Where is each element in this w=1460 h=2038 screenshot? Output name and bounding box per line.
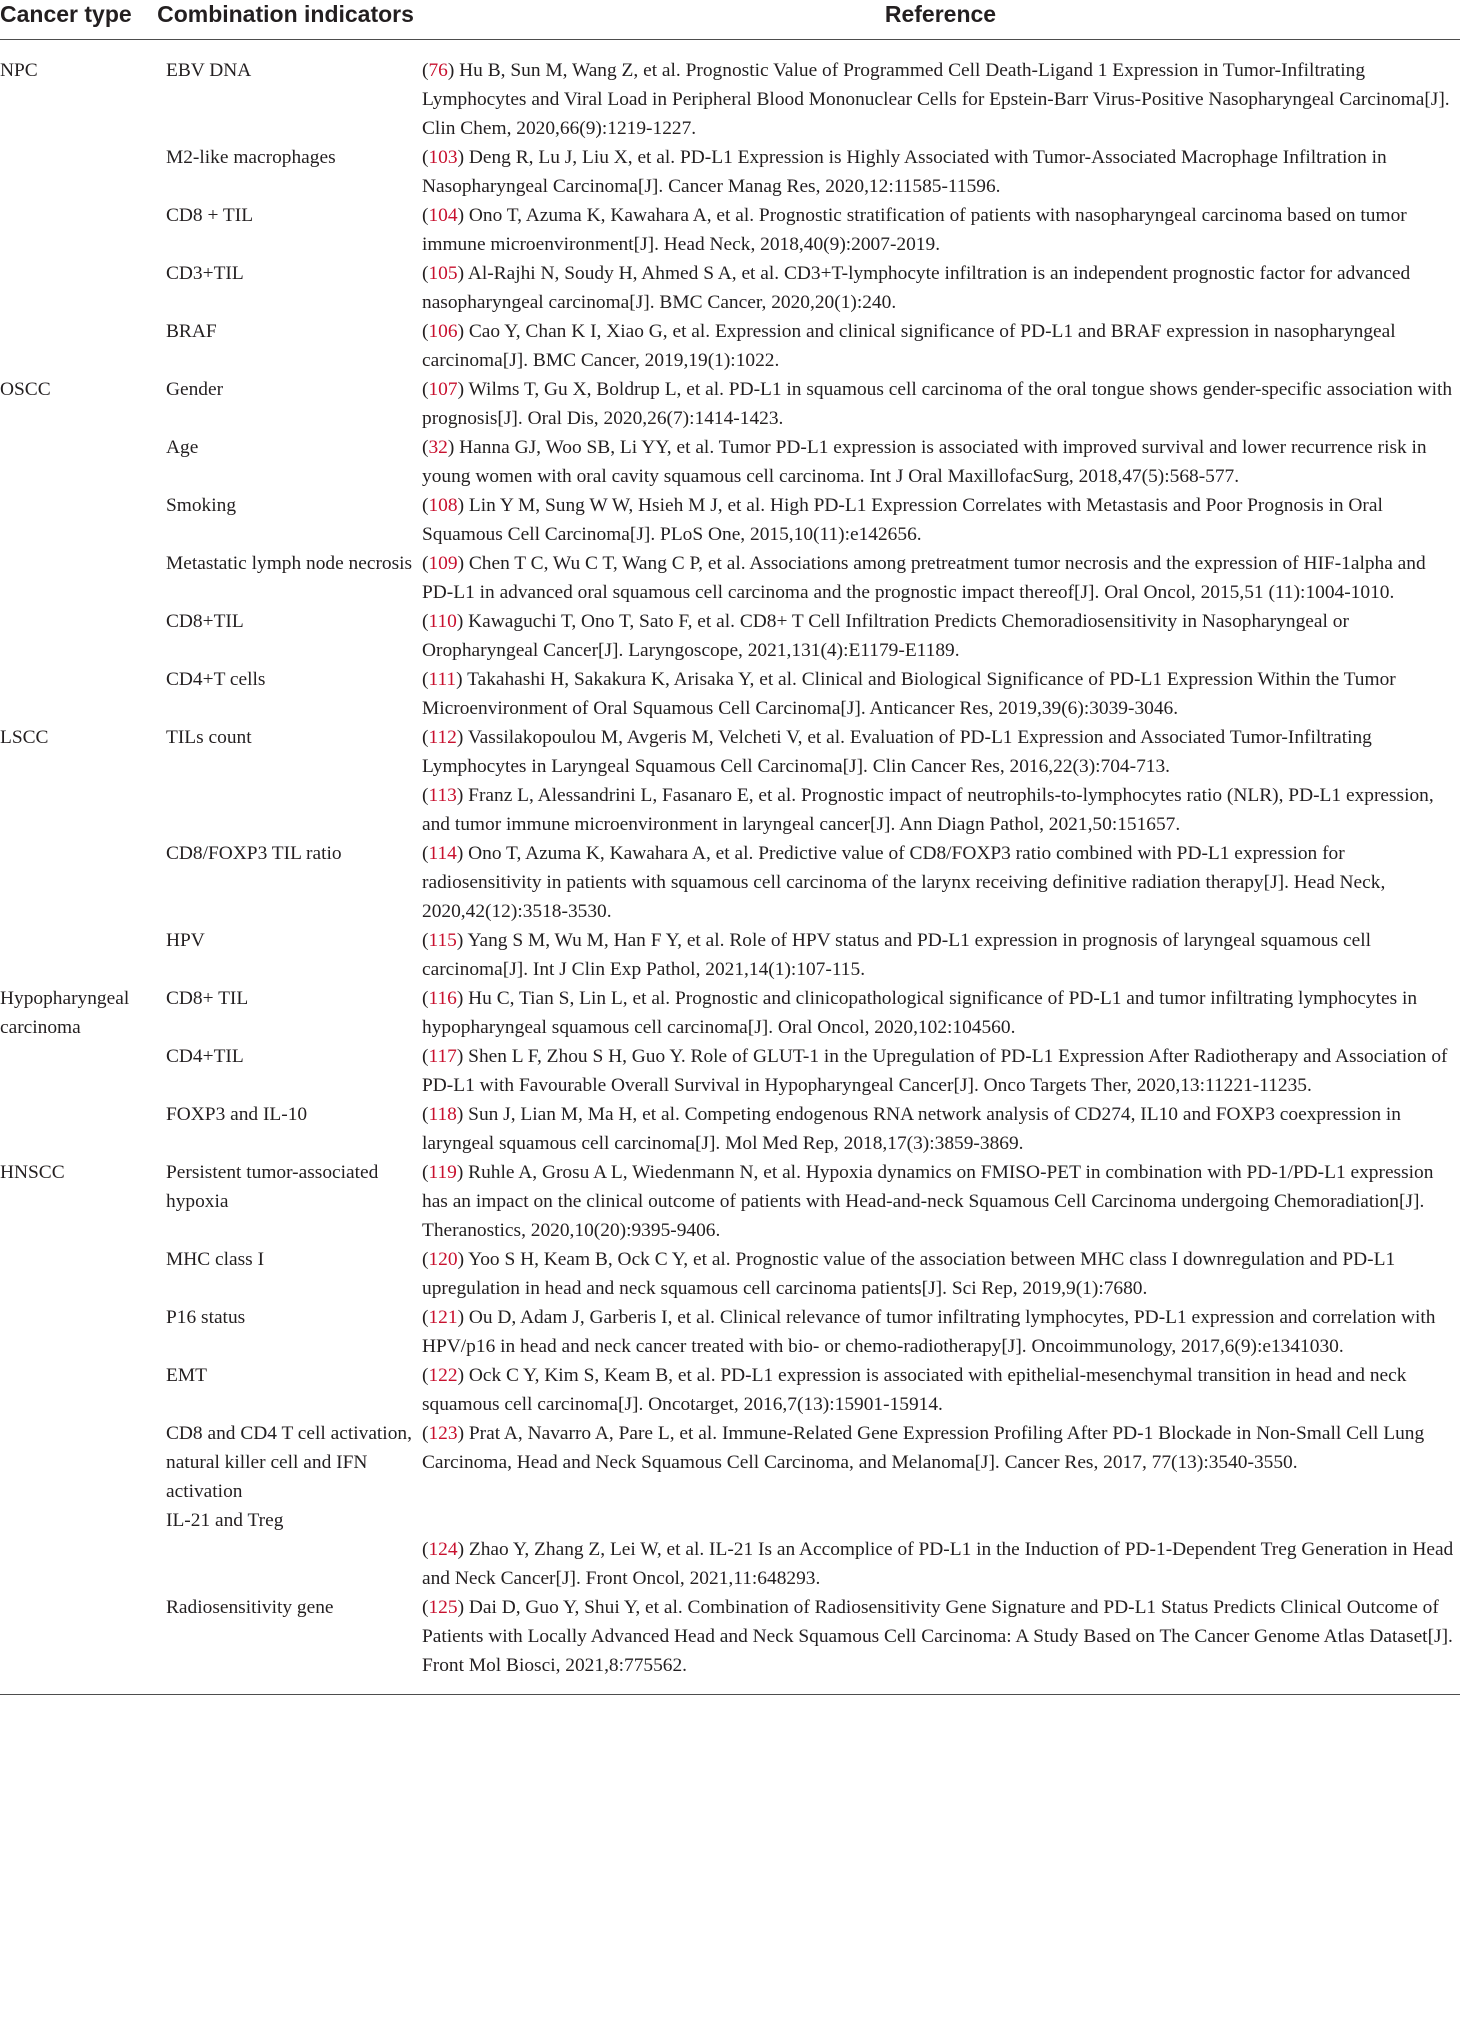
reference-number-link[interactable]: 118 <box>428 1104 457 1125</box>
table-row <box>0 549 1460 607</box>
reference-cell <box>421 1593 1460 1695</box>
reference-text: Franz L, Alessandrini L, Fasanaro E, et al. Prognostic impact of neutrophils-to-lymphocytes ratio (NLR), PD-L1 expression, and tumor immune microenvironment in laryngeal cancer[J]. Ann Diagn Pathol, 2021,50:151657. <box>422 785 1434 835</box>
reference-number-link[interactable]: 107 <box>428 379 458 400</box>
cancer-type-cell <box>0 926 150 984</box>
indicator-cell: CD3+TIL <box>166 263 244 284</box>
indicator-cell: TILs count <box>166 727 252 748</box>
reference-text: Yoo S H, Keam B, Ock C Y, et al. Prognostic value of the association between MHC class I downregulation and PD-L1 upregulation in head and neck squamous cell carcinoma patients[J]. Sci Rep, 2019,9(1):7680. <box>422 1249 1396 1299</box>
reference-entry: (124) Zhao Y, Zhang Z, Lei W, et al. IL-21 Is an Accomplice of PD-L1 in the Induction of PD-1-Dependent Treg Generation in Head and Neck Cancer[J]. Front Oncol, 2021,11:648293. <box>422 1539 1454 1589</box>
indicator-cell: IL-21 and Treg <box>166 1510 284 1531</box>
indicator-cell: CD4+T cells <box>166 669 266 690</box>
table-row <box>0 723 1460 839</box>
reference-entry: (121) Ou D, Adam J, Garberis I, et al. Clinical relevance of tumor infiltrating lymphocytes, PD-L1 expression and correlation with HPV/p16 in head and neck cancer treated with bio- or chemo-radiotherapy[J]. Oncoimmunology, 2017,6(9):e1341030. <box>422 1307 1436 1357</box>
reference-text: Chen T C, Wu C T, Wang C P, et al. Associations among pretreatment tumor necrosis and the expression of HIF-1alpha and PD-L1 in advanced oral squamous cell carcinoma and the prognostic impact thereof[J]. Oral Oncol, 2015,51 (11):1004-1010. <box>422 553 1426 603</box>
reference-entry: (125) Dai D, Guo Y, Shui Y, et al. Combination of Radiosensitivity Gene Signature and PD-L1 Status Predicts Clinical Outcome of Patients with Locally Advanced Head and Neck Squamous Cell Carcinoma: A Study Based on The Cancer Genome Atlas Dataset[J]. Front Mol Biosci, 2021,8:775562. <box>422 1597 1453 1676</box>
reference-cell <box>421 375 1460 433</box>
reference-text: Yang S M, Wu M, Han F Y, et al. Role of HPV status and PD-L1 expression in prognosis of laryngeal squamous cell carcinoma[J]. Int J Clin Exp Pathol, 2021,14(1):107-115. <box>422 930 1371 980</box>
cancer-type-cell <box>0 1419 150 1506</box>
table-body <box>0 40 1460 1695</box>
reference-text: Hu C, Tian S, Lin L, et al. Prognostic and clinicopathological significance of PD-L1 and tumor infiltrating lymphocytes in hypopharyngeal squamous cell carcinoma[J]. Oral Oncol, 2020,102:104560. <box>422 988 1418 1038</box>
cancer-type-cell <box>0 665 150 723</box>
indicator-cell: CD8+ TIL <box>166 988 249 1009</box>
cancer-type-cell <box>0 201 150 259</box>
reference-entry: (104) Ono T, Azuma K, Kawahara A, et al. Prognostic stratification of patients with nasopharyngeal carcinoma based on tumor immune microenvironment[J]. Head Neck, 2018,40(9):2007-2019. <box>422 205 1407 255</box>
reference-text: Takahashi H, Sakakura K, Arisaka Y, et al. Clinical and Biological Significance of PD-L1 Expression Within the Tumor Microenvironment of Oral Squamous Cell Carcinoma[J]. Anticancer Res, 2019,39(6):3039-3046. <box>422 669 1396 719</box>
table-row <box>0 317 1460 375</box>
reference-entry: (113) Franz L, Alessandrini L, Fasanaro E, et al. Prognostic impact of neutrophils-to-lymphocytes ratio (NLR), PD-L1 expression, and tumor immune microenvironment in laryngeal cancer[J]. Ann Diagn Pathol, 2021,50:151657. <box>422 785 1434 835</box>
reference-cell <box>421 40 1460 144</box>
reference-text: Hanna GJ, Woo SB, Li YY, et al. Tumor PD-L1 expression is associated with improved survival and lower recurrence risk in young women with oral cavity squamous cell carcinoma. Int J Oral MaxillofacSurg, 2018,47(5):568-577. <box>422 437 1427 487</box>
cancer-type-cell <box>0 549 150 607</box>
reference-text: Ono T, Azuma K, Kawahara A, et al. Prognostic stratification of patients with nasopharyngeal carcinoma based on tumor immune microenvironment[J]. Head Neck, 2018,40(9):2007-2019. <box>422 205 1407 255</box>
reference-number-link[interactable]: 111 <box>428 669 457 690</box>
reference-entry: (120) Yoo S H, Keam B, Ock C Y, et al. Prognostic value of the association between MHC class I downregulation and PD-L1 upregulation in head and neck squamous cell carcinoma patients[J]. Sci Rep, 2019,9(1):7680. <box>422 1249 1396 1299</box>
indicator-cell: MHC class I <box>166 1249 265 1270</box>
cancer-type-cell <box>0 839 150 926</box>
reference-cell <box>421 607 1460 665</box>
indicator-cell: Smoking <box>166 495 237 516</box>
cancer-type-cell <box>0 1506 150 1593</box>
cancer-type-cell: OSCC <box>0 379 51 400</box>
table-row <box>0 1303 1460 1361</box>
header-cancer-type: Cancer type <box>0 0 150 40</box>
table-row <box>0 665 1460 723</box>
indicator-cell: FOXP3 and IL-10 <box>166 1104 308 1125</box>
table-row <box>0 1100 1460 1158</box>
reference-number-link[interactable]: 122 <box>428 1365 458 1386</box>
cancer-type-cell <box>0 1245 150 1303</box>
indicator-cell: M2-like macrophages <box>166 147 336 168</box>
cancer-type-cell: HNSCC <box>0 1162 65 1183</box>
reference-text: Cao Y, Chan K I, Xiao G, et al. Expression and clinical significance of PD-L1 and BRAF expression in nasopharyngeal carcinoma[J]. BMC Cancer, 2019,19(1):1022. <box>422 321 1396 371</box>
reference-entry: (110) Kawaguchi T, Ono T, Sato F, et al. CD8+ T Cell Infiltration Predicts Chemoradiosensitivity in Nasopharyngeal or Oropharyngeal Cancer[J]. Laryngoscope, 2021,131(4):E1179-E1189. <box>422 611 1349 661</box>
reference-entry: (105) Al-Rajhi N, Soudy H, Ahmed S A, et al. CD3+T-lymphocyte infiltration is an independent prognostic factor for advanced nasopharyngeal carcinoma[J]. BMC Cancer, 2020,20(1):240. <box>422 263 1411 313</box>
table-header <box>0 0 1460 40</box>
table-row <box>0 1158 1460 1245</box>
reference-entry: (103) Deng R, Lu J, Liu X, et al. PD-L1 Expression is Highly Associated with Tumor-Associated Macrophage Infiltration in Nasopharyngeal Carcinoma[J]. Cancer Manag Res, 2020,12:11585-11596. <box>422 147 1387 197</box>
reference-text: Deng R, Lu J, Liu X, et al. PD-L1 Expression is Highly Associated with Tumor-Associated Macrophage Infiltration in Nasopharyngeal Carcinoma[J]. Cancer Manag Res, 2020,12:11585-11596. <box>422 147 1387 197</box>
reference-entry: (32) Hanna GJ, Woo SB, Li YY, et al. Tumor PD-L1 expression is associated with improved survival and lower recurrence risk in young women with oral cavity squamous cell carcinoma. Int J Oral MaxillofacSurg, 2018,47(5):568-577. <box>422 437 1427 487</box>
table-row <box>0 607 1460 665</box>
cancer-type-cell <box>0 607 150 665</box>
reference-number-link[interactable]: 113 <box>428 785 457 806</box>
reference-entry: (107) Wilms T, Gu X, Boldrup L, et al. PD-L1 in squamous cell carcinoma of the oral tongue shows gender-specific association with prognosis[J]. Oral Dis, 2020,26(7):1414-1423. <box>422 379 1453 429</box>
indicator-cell: Persistent tumor-associated hypoxia <box>166 1162 379 1212</box>
reference-text: Ono T, Azuma K, Kawahara A, et al. Predictive value of CD8/FOXP3 ratio combined with PD-L1 expression for radiosensitivity in patients with squamous cell carcinoma of the larynx receiving definitive radiation therapy[J]. Head Neck, 2020,42(12):3518-3530. <box>422 843 1386 922</box>
reference-cell <box>421 984 1460 1042</box>
reference-number-link[interactable]: 120 <box>428 1249 458 1270</box>
reference-cell <box>421 1042 1460 1100</box>
reference-text: Ou D, Adam J, Garberis I, et al. Clinical relevance of tumor infiltrating lymphocytes, PD-L1 expression and correlation with HPV/p16 in head and neck cancer treated with bio- or chemo-radiotherapy[J]. Oncoimmunology, 2017,6(9):e1341030. <box>422 1307 1436 1357</box>
reference-text: Prat A, Navarro A, Pare L, et al. Immune-Related Gene Expression Profiling After PD-1 Blockade in Non-Small Cell Lung Carcinoma, Head and Neck Squamous Cell Carcinoma, and Melanoma[J]. Cancer Res, 2017, 77(13):3540-3550. <box>422 1423 1425 1473</box>
reference-entry: (122) Ock C Y, Kim S, Keam B, et al. PD-L1 expression is associated with epithelial-mesenchymal transition in head and neck squamous cell carcinoma[J]. Oncotarget, 2016,7(13):15901-15914. <box>422 1365 1407 1415</box>
table-row <box>0 839 1460 926</box>
table-row <box>0 201 1460 259</box>
indicator-cell: P16 status <box>166 1307 246 1328</box>
reference-cell <box>421 926 1460 984</box>
indicator-cell: CD8+TIL <box>166 611 244 632</box>
reference-number-link[interactable]: 109 <box>428 553 458 574</box>
reference-text: Al-Rajhi N, Soudy H, Ahmed S A, et al. CD3+T-lymphocyte infiltration is an independent prognostic factor for advanced nasopharyngeal carcinoma[J]. BMC Cancer, 2020,20(1):240. <box>422 263 1411 313</box>
reference-entry: (116) Hu C, Tian S, Lin L, et al. Prognostic and clinicopathological significance of PD-L1 and tumor infiltrating lymphocytes in hypopharyngeal squamous cell carcinoma[J]. Oral Oncol, 2020,102:104560. <box>422 988 1418 1038</box>
reference-number-link[interactable]: 106 <box>428 321 458 342</box>
cancer-type-cell <box>0 1100 150 1158</box>
reference-entry: (119) Ruhle A, Grosu A L, Wiedenmann N, et al. Hypoxia dynamics on FMISO-PET in combination with PD-1/PD-L1 expression has an impact on the clinical outcome of patients with Head-and-neck Squamous Cell Carcinoma undergoing Chemoradiation[J]. Theranostics, 2020,10(20):9395-9406. <box>422 1162 1434 1241</box>
cancer-type-cell: Hypopharyngeal carcinoma <box>0 988 130 1038</box>
reference-number-link[interactable]: 103 <box>428 147 458 168</box>
reference-cell <box>421 549 1460 607</box>
reference-text: Ock C Y, Kim S, Keam B, et al. PD-L1 expression is associated with epithelial-mesenchymal transition in head and neck squamous cell carcinoma[J]. Oncotarget, 2016,7(13):15901-15914. <box>422 1365 1407 1415</box>
indicator-cell: Age <box>166 437 199 458</box>
table-row <box>0 143 1460 201</box>
reference-entry: (123) Prat A, Navarro A, Pare L, et al. Immune-Related Gene Expression Profiling After PD-1 Blockade in Non-Small Cell Lung Carcinoma, Head and Neck Squamous Cell Carcinoma, and Melanoma[J]. Cancer Res, 2017, 77(13):3540-3550. <box>422 1423 1425 1473</box>
reference-number-link[interactable]: 114 <box>428 843 457 864</box>
reference-entry: (111) Takahashi H, Sakakura K, Arisaka Y, et al. Clinical and Biological Significance of PD-L1 Expression Within the Tumor Microenvironment of Oral Squamous Cell Carcinoma[J]. Anticancer Res, 2019,39(6):3039-3046. <box>422 669 1396 719</box>
reference-cell <box>421 1158 1460 1245</box>
reference-number-link[interactable]: 112 <box>428 727 457 748</box>
indicator-cell: BRAF <box>166 321 217 342</box>
table-row <box>0 40 1460 144</box>
table-row <box>0 926 1460 984</box>
reference-number-link[interactable]: 76 <box>428 60 448 81</box>
reference-entry: (108) Lin Y M, Sung W W, Hsieh M J, et al. High PD-L1 Expression Correlates with Metastasis and Poor Prognosis in Oral Squamous Cell Carcinoma[J]. PLoS One, 2015,10(11):e142656. <box>422 495 1383 545</box>
reference-text: Lin Y M, Sung W W, Hsieh M J, et al. High PD-L1 Expression Correlates with Metastasis and Poor Prognosis in Oral Squamous Cell Carcinoma[J]. PLoS One, 2015,10(11):e142656. <box>422 495 1383 545</box>
reference-number-link[interactable]: 115 <box>428 930 457 951</box>
reference-number-link[interactable]: 117 <box>428 1046 457 1067</box>
indicator-cell: CD4+TIL <box>166 1046 244 1067</box>
table-row <box>0 433 1460 491</box>
cancer-type-cell <box>0 1303 150 1361</box>
reference-number-link[interactable]: 119 <box>428 1162 457 1183</box>
reference-number-link[interactable]: 105 <box>428 263 458 284</box>
reference-entry: (76) Hu B, Sun M, Wang Z, et al. Prognostic Value of Programmed Cell Death-Ligand 1 Expression in Tumor-Infiltrating Lymphocytes and Viral Load in Peripheral Blood Mononuclear Cells for Epstein-Barr Virus-Positive Nasopharyngeal Carcinoma[J]. Clin Chem, 2020,66(9):1219-1227. <box>422 60 1450 139</box>
reference-cell <box>421 1245 1460 1303</box>
reference-text: Ruhle A, Grosu A L, Wiedenmann N, et al. Hypoxia dynamics on FMISO-PET in combination with PD-1/PD-L1 expression has an impact on the clinical outcome of patients with Head-and-neck Squamous Cell Carcinoma undergoing Chemoradiation[J]. Theranostics, 2020,10(20):9395-9406. <box>422 1162 1434 1241</box>
reference-cell <box>421 491 1460 549</box>
table-row <box>0 375 1460 433</box>
cancer-type-cell <box>0 491 150 549</box>
indicator-cell: CD8 and CD4 T cell activation, natural killer cell and IFN activation <box>166 1423 412 1502</box>
header-combination-indicators: Combination indicators <box>150 0 421 40</box>
header-row <box>0 0 1460 40</box>
reference-number-link[interactable]: 110 <box>428 611 457 632</box>
indicator-cell: EBV DNA <box>166 60 252 81</box>
reference-cell <box>421 839 1460 926</box>
indicator-cell: HPV <box>166 930 205 951</box>
reference-number-link[interactable]: 124 <box>428 1539 458 1560</box>
reference-text: Hu B, Sun M, Wang Z, et al. Prognostic Value of Programmed Cell Death-Ligand 1 Expression in Tumor-Infiltrating Lymphocytes and Viral Load in Peripheral Blood Mononuclear Cells for Epstein-Barr Virus-Positive Nasopharyngeal Carcinoma[J]. Clin Chem, 2020,66(9):1219-1227. <box>422 60 1450 139</box>
reference-entry: (114) Ono T, Azuma K, Kawahara A, et al. Predictive value of CD8/FOXP3 ratio combined with PD-L1 expression for radiosensitivity in patients with squamous cell carcinoma of the larynx receiving definitive radiation therapy[J]. Head Neck, 2020,42(12):3518-3530. <box>422 843 1386 922</box>
reference-cell <box>421 317 1460 375</box>
reference-cell <box>421 1303 1460 1361</box>
reference-entry: (118) Sun J, Lian M, Ma H, et al. Competing endogenous RNA network analysis of CD274, IL10 and FOXP3 coexpression in laryngeal squamous cell carcinoma[J]. Mol Med Rep, 2018,17(3):3859-3869. <box>422 1104 1401 1154</box>
reference-number-link[interactable]: 123 <box>428 1423 458 1444</box>
reference-text: Dai D, Guo Y, Shui Y, et al. Combination of Radiosensitivity Gene Signature and PD-L1 Status Predicts Clinical Outcome of Patients with Locally Advanced Head and Neck Squamous Cell Carcinoma: A Study Based on The Cancer Genome Atlas Dataset[J]. Front Mol Biosci, 2021,8:775562. <box>422 1597 1453 1676</box>
table-row <box>0 1506 1460 1593</box>
reference-text: Shen L F, Zhou S H, Guo Y. Role of GLUT-1 in the Upregulation of PD-L1 Expression After Radiotherapy and Association of PD-L1 with Favourable Overall Survival in Hypopharyngeal Cancer[J]. Onco Targets Ther, 2020,13:11221-11235. <box>422 1046 1448 1096</box>
reference-number-link[interactable]: 32 <box>428 437 448 458</box>
reference-cell <box>421 1419 1460 1506</box>
spacer <box>422 1506 1460 1535</box>
reference-cell <box>421 201 1460 259</box>
reference-cell <box>421 1100 1460 1158</box>
cancer-type-cell <box>0 143 150 201</box>
cancer-type-cell <box>0 1593 150 1695</box>
indicator-cell: Metastatic lymph node necrosis <box>166 553 413 574</box>
reference-number-link[interactable]: 104 <box>428 205 458 226</box>
indicator-cell: CD8 + TIL <box>166 205 254 226</box>
cancer-type-cell: LSCC <box>0 727 49 748</box>
table-row <box>0 259 1460 317</box>
reference-cell <box>421 723 1460 839</box>
indicator-cell: CD8/FOXP3 TIL ratio <box>166 843 342 864</box>
table-row <box>0 1245 1460 1303</box>
cancer-type-cell: NPC <box>0 60 38 81</box>
reference-cell <box>421 259 1460 317</box>
reference-number-link[interactable]: 116 <box>428 988 457 1009</box>
reference-entry: (109) Chen T C, Wu C T, Wang C P, et al. Associations among pretreatment tumor necrosis and the expression of HIF-1alpha and PD-L1 in advanced oral squamous cell carcinoma and the prognostic impact thereof[J]. Oral Oncol, 2015,51 (11):1004-1010. <box>422 553 1426 603</box>
table-row <box>0 1419 1460 1506</box>
reference-number-link[interactable]: 121 <box>428 1307 458 1328</box>
indicator-cell: Radiosensitivity gene <box>150 1593 421 1695</box>
reference-entry: (106) Cao Y, Chan K I, Xiao G, et al. Expression and clinical significance of PD-L1 and BRAF expression in nasopharyngeal carcinoma[J]. BMC Cancer, 2019,19(1):1022. <box>422 321 1396 371</box>
reference-number-link[interactable]: 108 <box>428 495 458 516</box>
cancer-type-cell <box>0 259 150 317</box>
reference-entry: (112) Vassilakopoulou M, Avgeris M, Velcheti V, et al. Evaluation of PD-L1 Expression and Associated Tumor-Infiltrating Lymphocytes in Laryngeal Squamous Cell Carcinoma[J]. Clin Cancer Res, 2016,22(3):704-713. <box>422 727 1372 777</box>
reference-text: Kawaguchi T, Ono T, Sato F, et al. CD8+ T Cell Infiltration Predicts Chemoradiosensitivity in Nasopharyngeal or Oropharyngeal Cancer[J]. Laryngoscope, 2021,131(4):E1179-E1189. <box>422 611 1349 661</box>
reference-number-link[interactable]: 125 <box>428 1597 458 1618</box>
table-row <box>0 1042 1460 1100</box>
cancer-type-cell <box>0 317 150 375</box>
reference-cell <box>421 433 1460 491</box>
indicator-cell: Gender <box>166 379 224 400</box>
reference-entry: (117) Shen L F, Zhou S H, Guo Y. Role of GLUT-1 in the Upregulation of PD-L1 Expression After Radiotherapy and Association of PD-L1 with Favourable Overall Survival in Hypopharyngeal Cancer[J]. Onco Targets Ther, 2020,13:11221-11235. <box>422 1046 1448 1096</box>
reference-cell <box>421 1506 1460 1593</box>
reference-text: Sun J, Lian M, Ma H, et al. Competing endogenous RNA network analysis of CD274, IL10 and FOXP3 coexpression in laryngeal squamous cell carcinoma[J]. Mol Med Rep, 2018,17(3):3859-3869. <box>422 1104 1401 1154</box>
reference-text: Vassilakopoulou M, Avgeris M, Velcheti V, et al. Evaluation of PD-L1 Expression and Associated Tumor-Infiltrating Lymphocytes in Laryngeal Squamous Cell Carcinoma[J]. Clin Cancer Res, 2016,22(3):704-713. <box>422 727 1372 777</box>
table-row <box>0 984 1460 1042</box>
reference-text: Zhao Y, Zhang Z, Lei W, et al. IL-21 Is an Accomplice of PD-L1 in the Induction of PD-1-Dependent Treg Generation in Head and Neck Cancer[J]. Front Oncol, 2021,11:648293. <box>422 1539 1454 1589</box>
table-row <box>0 491 1460 549</box>
cancer-type-cell <box>0 1361 150 1419</box>
header-reference: Reference <box>421 0 1460 40</box>
reference-cell <box>421 665 1460 723</box>
cancer-type-cell <box>0 1042 150 1100</box>
table-row <box>0 1593 1460 1695</box>
reference-entry: (115) Yang S M, Wu M, Han F Y, et al. Role of HPV status and PD-L1 expression in prognosis of laryngeal squamous cell carcinoma[J]. Int J Clin Exp Pathol, 2021,14(1):107-115. <box>422 930 1371 980</box>
reference-cell <box>421 143 1460 201</box>
table-row <box>0 1361 1460 1419</box>
cancer-type-cell <box>0 433 150 491</box>
reference-cell <box>421 1361 1460 1419</box>
reference-text: Wilms T, Gu X, Boldrup L, et al. PD-L1 in squamous cell carcinoma of the oral tongue shows gender-specific association with prognosis[J]. Oral Dis, 2020,26(7):1414-1423. <box>422 379 1453 429</box>
indicator-cell: EMT <box>166 1365 207 1386</box>
